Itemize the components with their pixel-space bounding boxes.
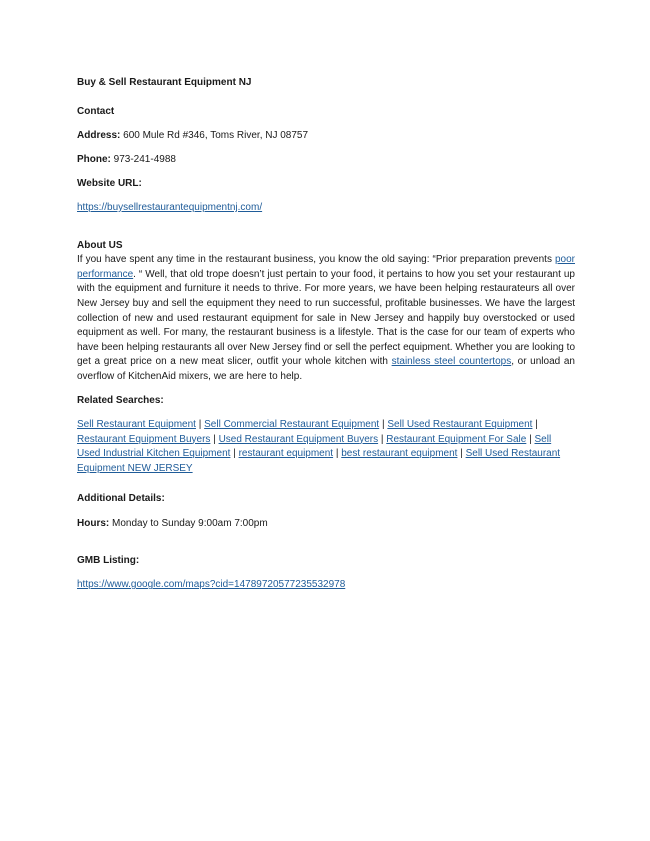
hours-value: Monday to Sunday 9:00am 7:00pm	[109, 517, 268, 529]
hours-line	[77, 517, 575, 532]
related-link[interactable]: Restaurant Equipment For Sale	[386, 433, 527, 445]
gmb-heading: GMB Listing:	[77, 555, 140, 567]
address-label: Address:	[77, 129, 121, 141]
website-label: Website URL:	[77, 177, 142, 189]
related-link[interactable]: Restaurant Equipment Buyers	[77, 433, 211, 445]
phone-value: 973-241-4988	[110, 153, 176, 165]
phone-line	[77, 153, 575, 168]
related-separator: |	[532, 419, 538, 431]
contact-heading: Contact	[77, 105, 115, 117]
document-content	[77, 76, 575, 593]
about-text-1: If you have spent any time in the restaurant business, you know the old saying: “Prior preparation prevents	[77, 254, 555, 266]
about-text-3: , or unload an overflow of KitchenAid mixers, we are here to help.	[77, 356, 575, 382]
related-separator: |	[195, 419, 205, 431]
related-link[interactable]: Sell Commercial Restaurant Equipment	[204, 419, 380, 431]
related-link[interactable]: Sell Used Restaurant Equipment	[387, 419, 533, 431]
related-separator: |	[457, 448, 466, 460]
gmb-link[interactable]: https://www.google.com/maps?cid=14789720577235532978	[77, 579, 346, 591]
additional-heading: Additional Details:	[77, 493, 165, 505]
stainless-countertops-link[interactable]: stainless steel countertops	[391, 356, 512, 368]
related-link[interactable]: Sell Restaurant Equipment	[77, 419, 196, 431]
related-separator: |	[210, 433, 219, 445]
related-link[interactable]: restaurant equipment	[238, 448, 334, 460]
website-line	[77, 201, 575, 216]
about-paragraph	[77, 253, 575, 384]
related-separator: |	[333, 448, 342, 460]
document-title: Buy & Sell Restaurant Equipment NJ	[77, 77, 252, 88]
about-heading: About US	[77, 239, 123, 251]
related-link[interactable]: Used Restaurant Equipment Buyers	[218, 433, 379, 445]
related-link[interactable]: best restaurant equipment	[341, 448, 458, 460]
address-value: 600 Mule Rd #346, Toms River, NJ 08757	[120, 129, 309, 141]
related-link[interactable]: Sell Used Restaurant Equipment NEW JERSEY	[77, 448, 561, 474]
related-links	[77, 418, 575, 476]
related-separator: |	[378, 433, 387, 445]
poor-performance-link[interactable]: poor performance	[77, 254, 575, 280]
related-heading: Related Searches:	[77, 395, 164, 406]
related-separator: |	[526, 433, 535, 445]
hours-label: Hours:	[77, 517, 110, 529]
phone-label: Phone:	[77, 153, 111, 165]
about-text-2: . “ Well, that old trope doesn’t just pertain to your food, it pertains to how you set your restaurant up with the equipment and furniture it needs to thrive. For more years, we have been helping restaurateurs all over New Jersey buy and sell the equipment they need to run successful, profitable businesses. We have the largest collection of new and used restaurant equipment for sale in New Jersey and happily buy overstocked or used equipment as well. For many, the restaurant business is a lifestyle. That is the case for our team of experts who have been helping restaurants all over New Jersey find or sell the perfect equipment. Whether you are looking to get a great price on a new meat slicer, outfit your whole kitchen with	[77, 268, 575, 368]
gmb-line	[77, 578, 575, 593]
related-separator: |	[379, 419, 388, 431]
address-line	[77, 129, 575, 144]
website-link[interactable]: https://buysellrestaurantequipmentnj.com/	[77, 201, 263, 213]
related-link[interactable]: Sell Used Industrial Kitchen Equipment	[77, 433, 552, 460]
related-separator: |	[230, 448, 239, 460]
